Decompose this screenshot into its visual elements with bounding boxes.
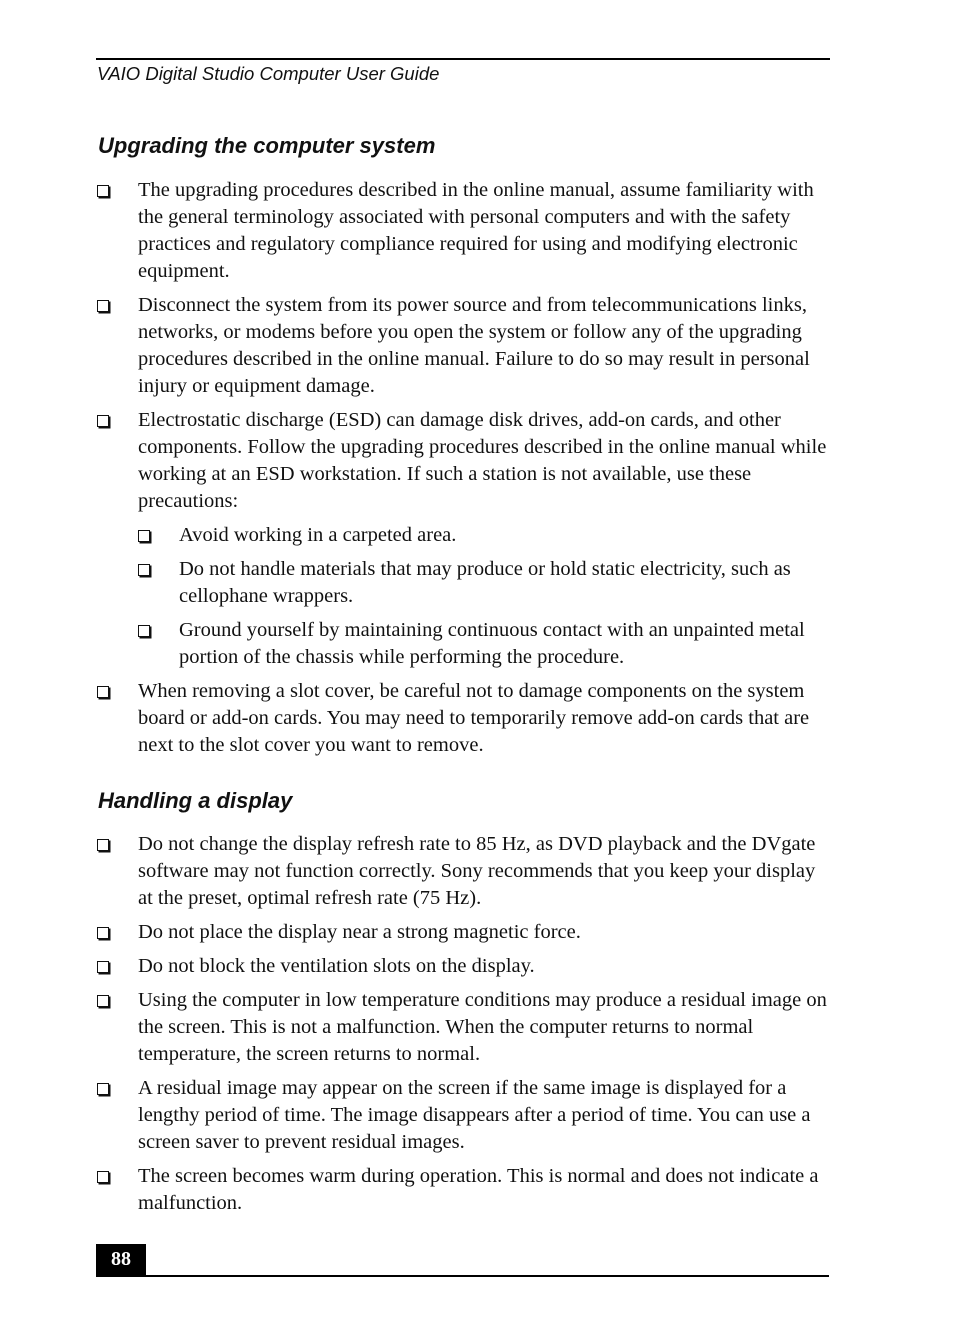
checkbox-bullet-icon bbox=[138, 530, 150, 542]
sub-list-item bbox=[137, 617, 831, 671]
section-heading-upgrading: Upgrading the computer system bbox=[98, 133, 436, 158]
list-item-text: The screen becomes warm during operation. This is normal and does not indicate a malfunction. bbox=[138, 1165, 819, 1214]
checkbox-bullet-icon bbox=[138, 625, 150, 637]
list-item-text: Using the computer in low temperature conditions may produce a residual image on the screen. This is not a malfunction. When the computer returns to normal temperature, the screen returns to normal. bbox=[138, 989, 827, 1065]
list-item bbox=[96, 407, 831, 515]
checkbox-bullet-icon bbox=[97, 961, 109, 973]
page-number: 88 bbox=[96, 1244, 146, 1277]
list-item bbox=[96, 177, 831, 285]
checkbox-bullet-icon bbox=[97, 415, 109, 427]
list-item-text: Disconnect the system from its power source and from telecommunications links, networks, or modems before you open the system or follow any of the upgrading procedures described in the online manual. Failure to do so may result in personal injury or equipment damage. bbox=[138, 294, 810, 397]
checkbox-bullet-icon bbox=[97, 839, 109, 851]
list-item-text: Ground yourself by maintaining continuous contact with an unpainted metal portion of the chassis while performing the procedure. bbox=[179, 619, 805, 668]
list-item-text: A residual image may appear on the screen if the same image is displayed for a lengthy period of time. The image disappears after a period of time. You can use a screen saver to prevent residual images. bbox=[138, 1077, 811, 1153]
checkbox-bullet-icon bbox=[97, 300, 109, 312]
checkbox-bullet-icon bbox=[97, 1171, 109, 1183]
section-heading-display: Handling a display bbox=[98, 788, 293, 813]
list-item-text: When removing a slot cover, be careful not to damage components on the system board or add-on cards. You may need to temporarily remove add-on cards that are next to the slot cover you want to remove. bbox=[138, 680, 810, 756]
upgrading-list bbox=[96, 177, 831, 766]
footer-rule bbox=[96, 1275, 829, 1277]
checkbox-bullet-icon bbox=[97, 927, 109, 939]
header-rule bbox=[96, 58, 830, 60]
list-item-text: Do not block the ventilation slots on the display. bbox=[138, 955, 535, 977]
list-item bbox=[96, 831, 831, 912]
list-item bbox=[96, 1075, 831, 1156]
list-item-text: Do not change the display refresh rate to 85 Hz, as DVD playback and the DVgate software may not function correctly. Sony recommends that you keep your display at the preset, optimal refresh rate (75 Hz). bbox=[138, 833, 816, 909]
list-item bbox=[96, 678, 831, 759]
list-item bbox=[96, 953, 831, 980]
checkbox-bullet-icon bbox=[97, 686, 109, 698]
list-item-text: Do not place the display near a strong magnetic force. bbox=[138, 921, 581, 943]
list-item-text: Avoid working in a carpeted area. bbox=[179, 524, 457, 546]
checkbox-bullet-icon bbox=[97, 185, 109, 197]
sub-list-item bbox=[137, 556, 831, 610]
list-item-text: Do not handle materials that may produce or hold static electricity, such as cellophane wrappers. bbox=[179, 558, 791, 607]
running-header: VAIO Digital Studio Computer User Guide bbox=[97, 63, 440, 84]
list-item bbox=[96, 987, 831, 1068]
checkbox-bullet-icon bbox=[138, 564, 150, 576]
checkbox-bullet-icon bbox=[97, 995, 109, 1007]
checkbox-bullet-icon bbox=[97, 1083, 109, 1095]
sub-list-item bbox=[137, 522, 831, 549]
list-item-text: The upgrading procedures described in the online manual, assume familiarity with the general terminology associated with personal computers and with the safety practices and regulatory compliance required for using and modifying electronic equipment. bbox=[138, 179, 814, 282]
list-item bbox=[96, 919, 831, 946]
list-item-text: Electrostatic discharge (ESD) can damage disk drives, add-on cards, and other components. Follow the upgrading procedures described in the online manual while working at an ESD workstation. If such a station is not available, use these precautions: bbox=[138, 409, 827, 512]
list-item bbox=[96, 1163, 831, 1217]
display-list bbox=[96, 831, 831, 1224]
list-item bbox=[96, 292, 831, 400]
